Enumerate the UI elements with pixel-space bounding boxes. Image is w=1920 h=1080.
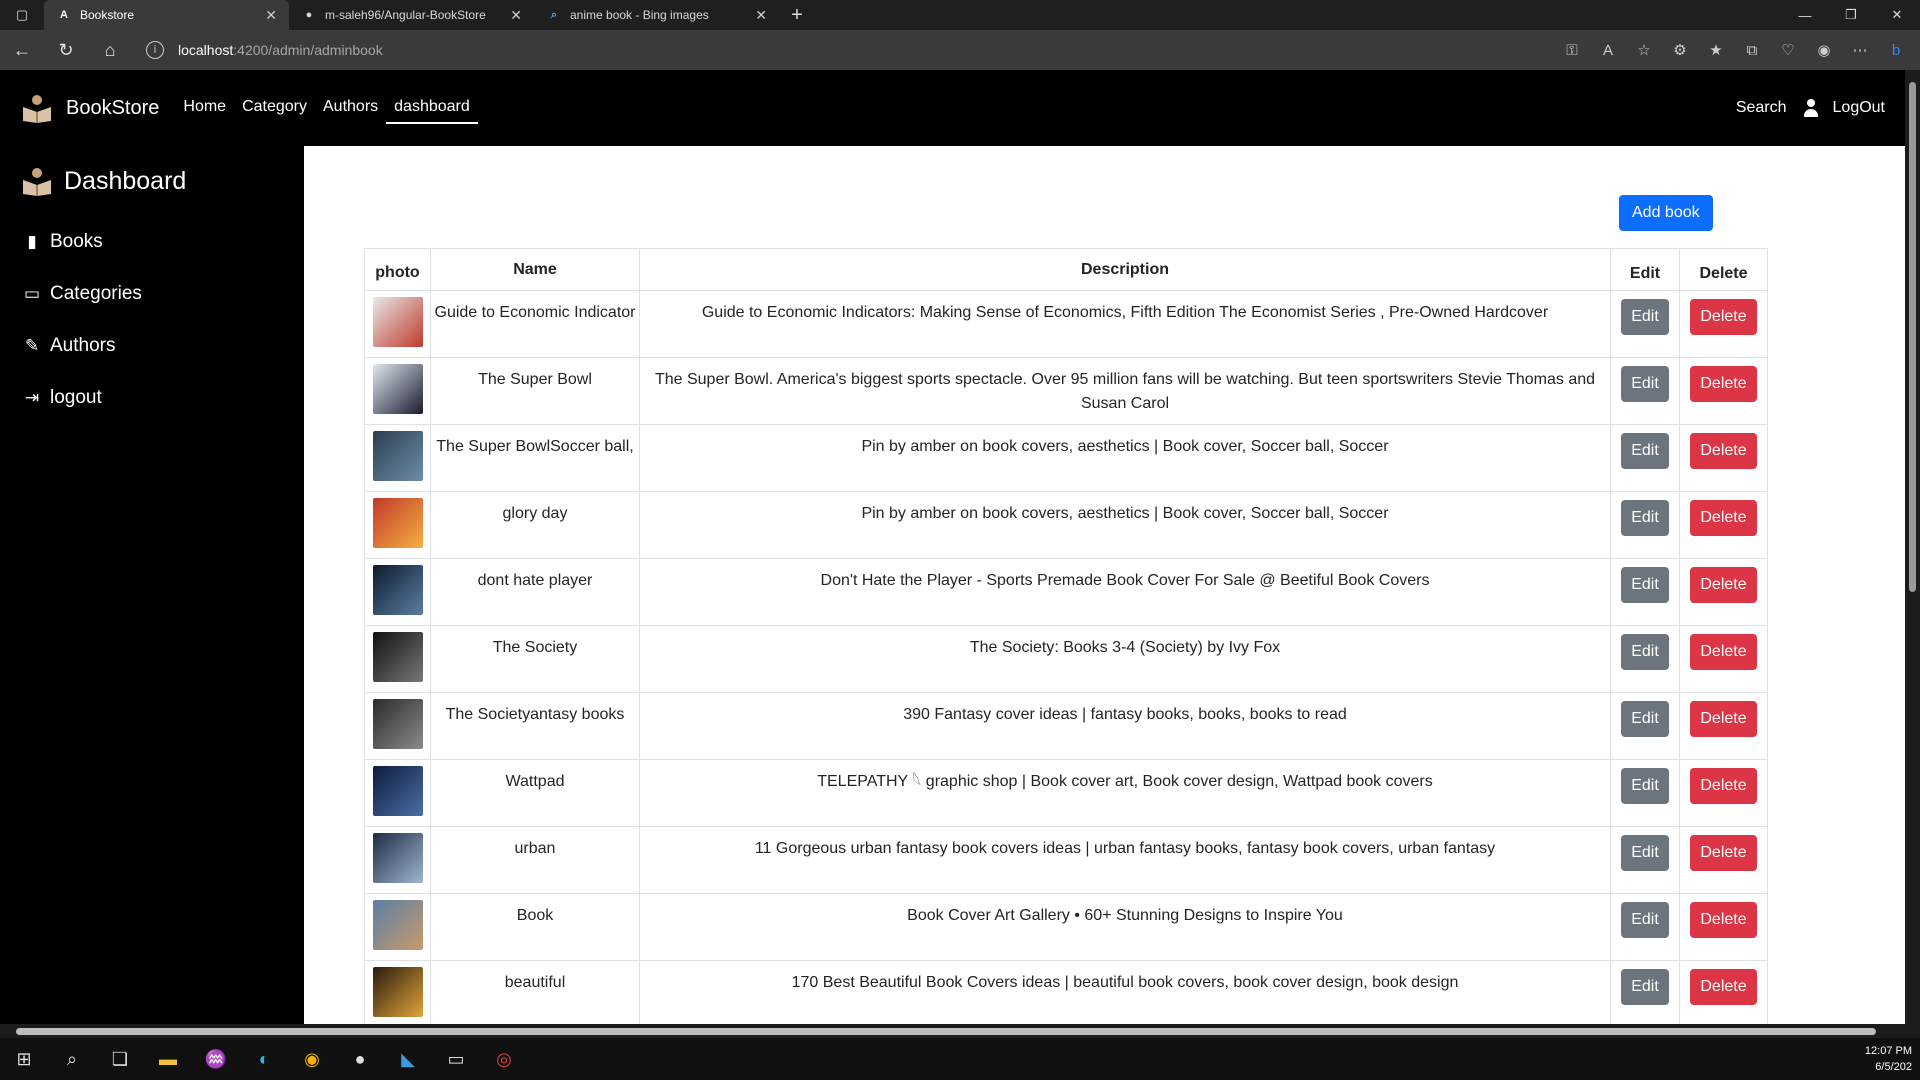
browser-tab[interactable] [534,0,779,30]
nav-right [1736,99,1885,117]
book-name: urban [431,827,640,894]
edit-button[interactable]: Edit [1621,902,1669,938]
book-cover-thumbnail [373,498,423,548]
github-desktop-icon[interactable]: ● [354,1048,366,1069]
edit-button[interactable]: Edit [1621,969,1669,1005]
favorites-icon[interactable]: ★ [1709,42,1723,59]
scroll-thumb[interactable] [1909,82,1916,592]
file-explorer-icon[interactable]: ▬ [159,1048,177,1069]
edit-cell [1611,961,1680,1025]
delete-cell [1680,291,1768,358]
book-cover-thumbnail [373,699,423,749]
sidebar-item-label: Categories [50,283,142,304]
book-name: Guide to Economic Indicator [431,291,640,358]
profile-icon[interactable]: ◉ [1817,42,1831,59]
windows-start-icon[interactable]: ⊞ [16,1048,32,1069]
photo-cell [365,827,431,894]
browser-tab[interactable] [289,0,534,30]
open-book-icon: ▭ [23,284,41,303]
book-name: The Societyantasy books [431,693,640,760]
edit-cell [1611,693,1680,760]
photo-cell [365,559,431,626]
edge-icon[interactable]: ◐ [258,1048,270,1069]
url-host: localhost [178,42,234,58]
recorder-icon[interactable]: ◎ [496,1048,512,1069]
delete-cell [1680,358,1768,425]
favorite-add-icon[interactable]: ☆ [1637,42,1651,59]
tab-actions-icon[interactable]: ▢ [15,7,29,22]
nav-authors[interactable]: Authors [323,98,379,115]
back-icon[interactable]: ← [13,39,31,60]
book-description: TELEPATHY 𓆩 graphic shop | Book cover art, Book cover design, Wattpad book covers [640,760,1611,827]
book-description: Don't Hate the Player - Sports Premade Book Cover For Sale @ Beetiful Book Covers [640,559,1611,626]
delete-cell [1680,760,1768,827]
book-icon: ▮ [27,232,37,251]
url-path: :4200/admin/adminbook [233,42,383,58]
book-description: Guide to Economic Indicators: Making Sense of Economics, Fifth Edition The Economist Series , Pre-Owned Hardcover [640,291,1611,358]
delete-cell [1680,894,1768,961]
book-cover-thumbnail [373,967,423,1017]
book-cover-thumbnail [373,766,423,816]
photo-cell [365,760,431,827]
book-name: Wattpad [431,760,640,827]
performance-icon[interactable]: ♡ [1781,42,1795,59]
edit-cell [1611,425,1680,492]
book-description: 390 Fantasy cover ideas | fantasy books, books, books to read [640,693,1611,760]
copilot-icon[interactable]: b [1891,41,1901,59]
delete-cell [1680,961,1768,1025]
book-description: Pin by amber on book covers, aesthetics | Book cover, Soccer ball, Soccer [640,425,1611,492]
tab-title: m-saleh96/Angular-BookStore [325,8,486,22]
github-icon: ● [305,9,313,21]
table-row [365,291,1768,358]
edit-button[interactable]: Edit [1621,433,1669,469]
sidebar-item-books[interactable] [22,216,304,268]
address-bar [0,30,1920,70]
edit-cell [1611,894,1680,961]
extensions-icon[interactable]: ⚙ [1673,42,1687,59]
header-description: Description [640,249,1611,291]
sidebar [0,146,304,1024]
nav-category[interactable]: Category [242,98,307,115]
delete-button[interactable]: Delete [1690,366,1756,402]
delete-cell [1680,492,1768,559]
delete-button[interactable]: Delete [1690,768,1756,804]
edit-button[interactable]: Edit [1621,835,1669,871]
photo-cell [365,894,431,961]
nav-dashboard[interactable]: dashboard [386,92,478,124]
sidebar-title [20,166,304,196]
delete-cell [1680,626,1768,693]
nav-logout[interactable]: LogOut [1832,99,1885,116]
angular-icon: A [60,9,68,21]
tab-title: Bookstore [80,8,135,22]
table-row [365,559,1768,626]
browser-toolbar [1554,41,1914,59]
table-row [365,827,1768,894]
browser-tab-bar [0,0,1920,30]
edit-cell [1611,358,1680,425]
header-edit: Edit [1611,249,1680,291]
nav-links [183,92,493,124]
new-tab-button[interactable]: + [791,3,803,26]
close-icon[interactable]: ✕ [755,6,767,23]
window-controls [1782,0,1920,30]
vscode-icon[interactable]: ◣ [401,1048,415,1069]
sidebar-item-authors[interactable] [22,320,304,372]
book-name: glory day [431,492,640,559]
photo-cell [365,492,431,559]
delete-button[interactable]: Delete [1690,969,1756,1005]
book-description: The Society: Books 3-4 (Society) by Ivy Fox [640,626,1611,693]
book-cover-thumbnail [373,632,423,682]
edit-button[interactable]: Edit [1621,366,1669,402]
book-description: 170 Best Beautiful Book Covers ideas | beautiful book covers, book cover design, book design [640,961,1611,1025]
logout-icon: ⇥ [24,388,40,407]
edit-button[interactable]: Edit [1621,701,1669,737]
delete-button[interactable]: Delete [1690,500,1756,536]
book-cover-thumbnail [373,364,423,414]
clock-time: 12:07 PM [1864,1045,1912,1057]
user-icon [1803,99,1819,117]
table-header-row [365,249,1768,291]
photo-cell [365,961,431,1025]
table-row [365,358,1768,425]
delete-cell [1680,559,1768,626]
book-name: beautiful [431,961,640,1025]
app-navbar [0,70,1905,146]
delete-button[interactable]: Delete [1690,299,1756,335]
delete-button[interactable]: Delete [1690,701,1756,737]
search-icon[interactable]: ⌕ [66,1048,78,1069]
delete-cell [1680,693,1768,760]
edit-cell [1611,760,1680,827]
delete-button[interactable]: Delete [1690,902,1756,938]
edit-cell [1611,827,1680,894]
edit-button[interactable]: Edit [1621,634,1669,670]
browser-tab[interactable] [44,0,289,30]
photo-cell [365,693,431,760]
book-description: The Super Bowl. America's biggest sports spectacle. Over 95 million fans will be watching. But teen sportswriters Stevie Thomas and Susan Carol [640,358,1611,425]
book-description: Book Cover Art Gallery • 60+ Stunning Designs to Inspire You [640,894,1611,961]
book-description: Pin by amber on book covers, aesthetics | Book cover, Soccer ball, Soccer [640,492,1611,559]
nav-search[interactable]: Search [1735,99,1787,116]
info-icon[interactable]: i [146,41,164,59]
key-icon[interactable]: ⚿ [1566,41,1578,59]
scroll-thumb[interactable] [16,1028,1876,1035]
header-name: Name [431,249,640,291]
nav-home[interactable]: Home [183,98,227,115]
collections-icon[interactable]: ⧉ [1746,41,1758,59]
edit-button[interactable]: Edit [1621,567,1669,603]
edit-cell [1611,492,1680,559]
edit-button[interactable]: Edit [1621,768,1669,804]
book-cover-thumbnail [373,297,423,347]
header-photo: photo [365,249,431,291]
url-field[interactable] [146,35,1476,65]
book-name: The Society [431,626,640,693]
close-window-icon[interactable]: ✕ [1891,7,1903,22]
book-cover-thumbnail [373,565,423,615]
book-cover-thumbnail [373,431,423,481]
task-view-icon[interactable]: ❏ [111,1048,129,1069]
table-row [365,492,1768,559]
book-reader-icon [20,93,54,123]
sidebar-item-logout[interactable] [22,372,304,424]
table-row [365,760,1768,827]
table-row [365,626,1768,693]
chrome-icon[interactable]: ◉ [304,1048,320,1069]
sidebar-item-categories[interactable] [22,268,304,320]
app-icon[interactable]: ♒ [204,1048,228,1069]
edit-cell [1611,559,1680,626]
minimize-icon[interactable]: — [1798,7,1812,23]
photo-cell [365,291,431,358]
table-row [365,693,1768,760]
system-clock[interactable] [1865,1043,1912,1075]
delete-button[interactable]: Delete [1690,567,1756,603]
edit-cell [1611,291,1680,358]
horizontal-scrollbar[interactable] [0,1024,1920,1038]
book-name: The Super Bowl [431,358,640,425]
book-cover-thumbnail [373,833,423,883]
delete-button[interactable]: Delete [1690,433,1756,469]
edit-button[interactable]: Edit [1621,500,1669,536]
brand[interactable] [20,93,159,123]
book-description: 11 Gorgeous urban fantasy book covers ideas | urban fantasy books, fantasy book covers, urban fantasy [640,827,1611,894]
home-icon[interactable]: ⌂ [104,39,116,60]
book-name: The Super BowlSoccer ball, [431,425,640,492]
table-row [365,425,1768,492]
sidebar-item-label: Authors [50,335,116,356]
book-cover-thumbnail [373,900,423,950]
add-book-button[interactable]: Add book [1619,195,1713,231]
tab-title: anime book - Bing images [570,8,709,22]
refresh-icon[interactable]: ↻ [58,39,74,60]
books-table [364,248,1768,1024]
vertical-scrollbar[interactable] [1905,70,1920,1024]
delete-button[interactable]: Delete [1690,835,1756,871]
photo-cell [365,626,431,693]
edit-cell [1611,626,1680,693]
search-icon: ⌕ [550,8,558,21]
sidebar-title-text: Dashboard [64,166,187,195]
sidebar-item-label: Books [50,231,103,252]
close-icon[interactable]: ✕ [265,6,277,23]
more-icon[interactable]: ⋯ [1852,42,1868,59]
edit-button[interactable]: Edit [1621,299,1669,335]
close-icon[interactable]: ✕ [510,6,522,23]
book-name: Book [431,894,640,961]
header-delete: Delete [1680,249,1768,291]
clock-date: 6/5/202 [1875,1061,1912,1073]
table-row [365,894,1768,961]
main-content [304,146,1905,1024]
edit-icon: ✎ [24,336,40,355]
delete-cell [1680,425,1768,492]
terminal-icon[interactable]: ▭ [447,1048,465,1069]
photo-cell [365,358,431,425]
delete-cell [1680,827,1768,894]
delete-button[interactable]: Delete [1690,634,1756,670]
photo-cell [365,425,431,492]
restore-icon[interactable]: ❐ [1845,7,1857,22]
taskbar [0,1038,1920,1080]
sidebar-item-label: logout [50,387,102,408]
read-aloud-icon[interactable]: A [1602,41,1613,59]
table-row [365,961,1768,1025]
book-reader-icon [20,166,54,196]
book-name: dont hate player [431,559,640,626]
brand-name: BookStore [66,96,160,119]
